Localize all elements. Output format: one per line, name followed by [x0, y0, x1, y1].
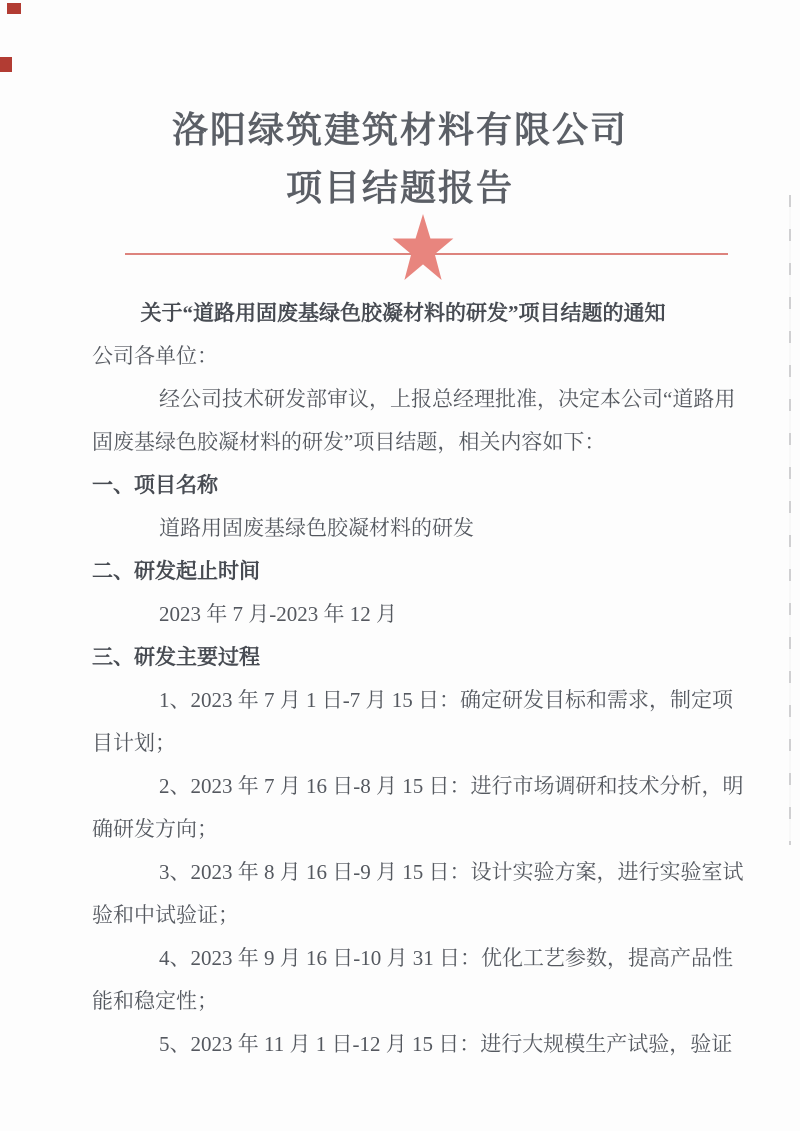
document-line: 能和稳定性； — [92, 989, 218, 1013]
document-line: 经公司技术研发部审议，上报总经理批准，决定本公司“道路用 — [159, 387, 736, 411]
timeline-value: 2023 年 7 月-2023 年 12 月 — [159, 602, 397, 626]
document-body — [92, 292, 744, 1066]
company-title: 洛阳绿筑建筑材料有限公司 — [171, 110, 628, 150]
process-step-2: 2、2023 年 7 月 16 日-8 月 15 日：进行市场调研和技术分析，明 — [159, 774, 744, 798]
notice-heading: 关于“道路用固废基绿色胶凝材料的研发”项目结题的通知 — [140, 301, 666, 325]
document-line: 确研发方向； — [92, 817, 218, 841]
process-step-5: 5、2023 年 11 月 1 日-12 月 15 日：进行大规模生产试验，验证 — [159, 1032, 733, 1056]
process-step-4: 4、2023 年 9 月 16 日-10 月 31 日：优化工艺参数，提高产品性 — [159, 946, 733, 970]
scan-artifact-mark — [7, 3, 21, 14]
section-heading-process: 三、研发主要过程 — [92, 645, 260, 669]
document-line: 验和中试验证； — [92, 903, 239, 927]
document-line: 固废基绿色胶凝材料的研发”项目结题，相关内容如下： — [92, 430, 606, 454]
process-step-3: 3、2023 年 8 月 16 日-9 月 15 日：设计实验方案，进行实验室试 — [159, 860, 744, 884]
process-step-1: 1、2023 年 7 月 1 日-7 月 15 日：确定研发目标和需求，制定项 — [159, 688, 733, 712]
report-title: 项目结题报告 — [285, 168, 514, 208]
red-star-icon — [392, 214, 454, 282]
project-name-value: 道路用固废基绿色胶凝材料的研发 — [159, 516, 474, 540]
section-heading-timeline: 二、研发起止时间 — [92, 559, 260, 583]
document-line: 目计划； — [92, 731, 176, 755]
scan-edge-line — [789, 195, 791, 845]
salutation: 公司各单位： — [92, 344, 218, 368]
section-heading-project-name: 一、项目名称 — [92, 473, 218, 497]
scan-artifact-mark — [0, 57, 12, 72]
